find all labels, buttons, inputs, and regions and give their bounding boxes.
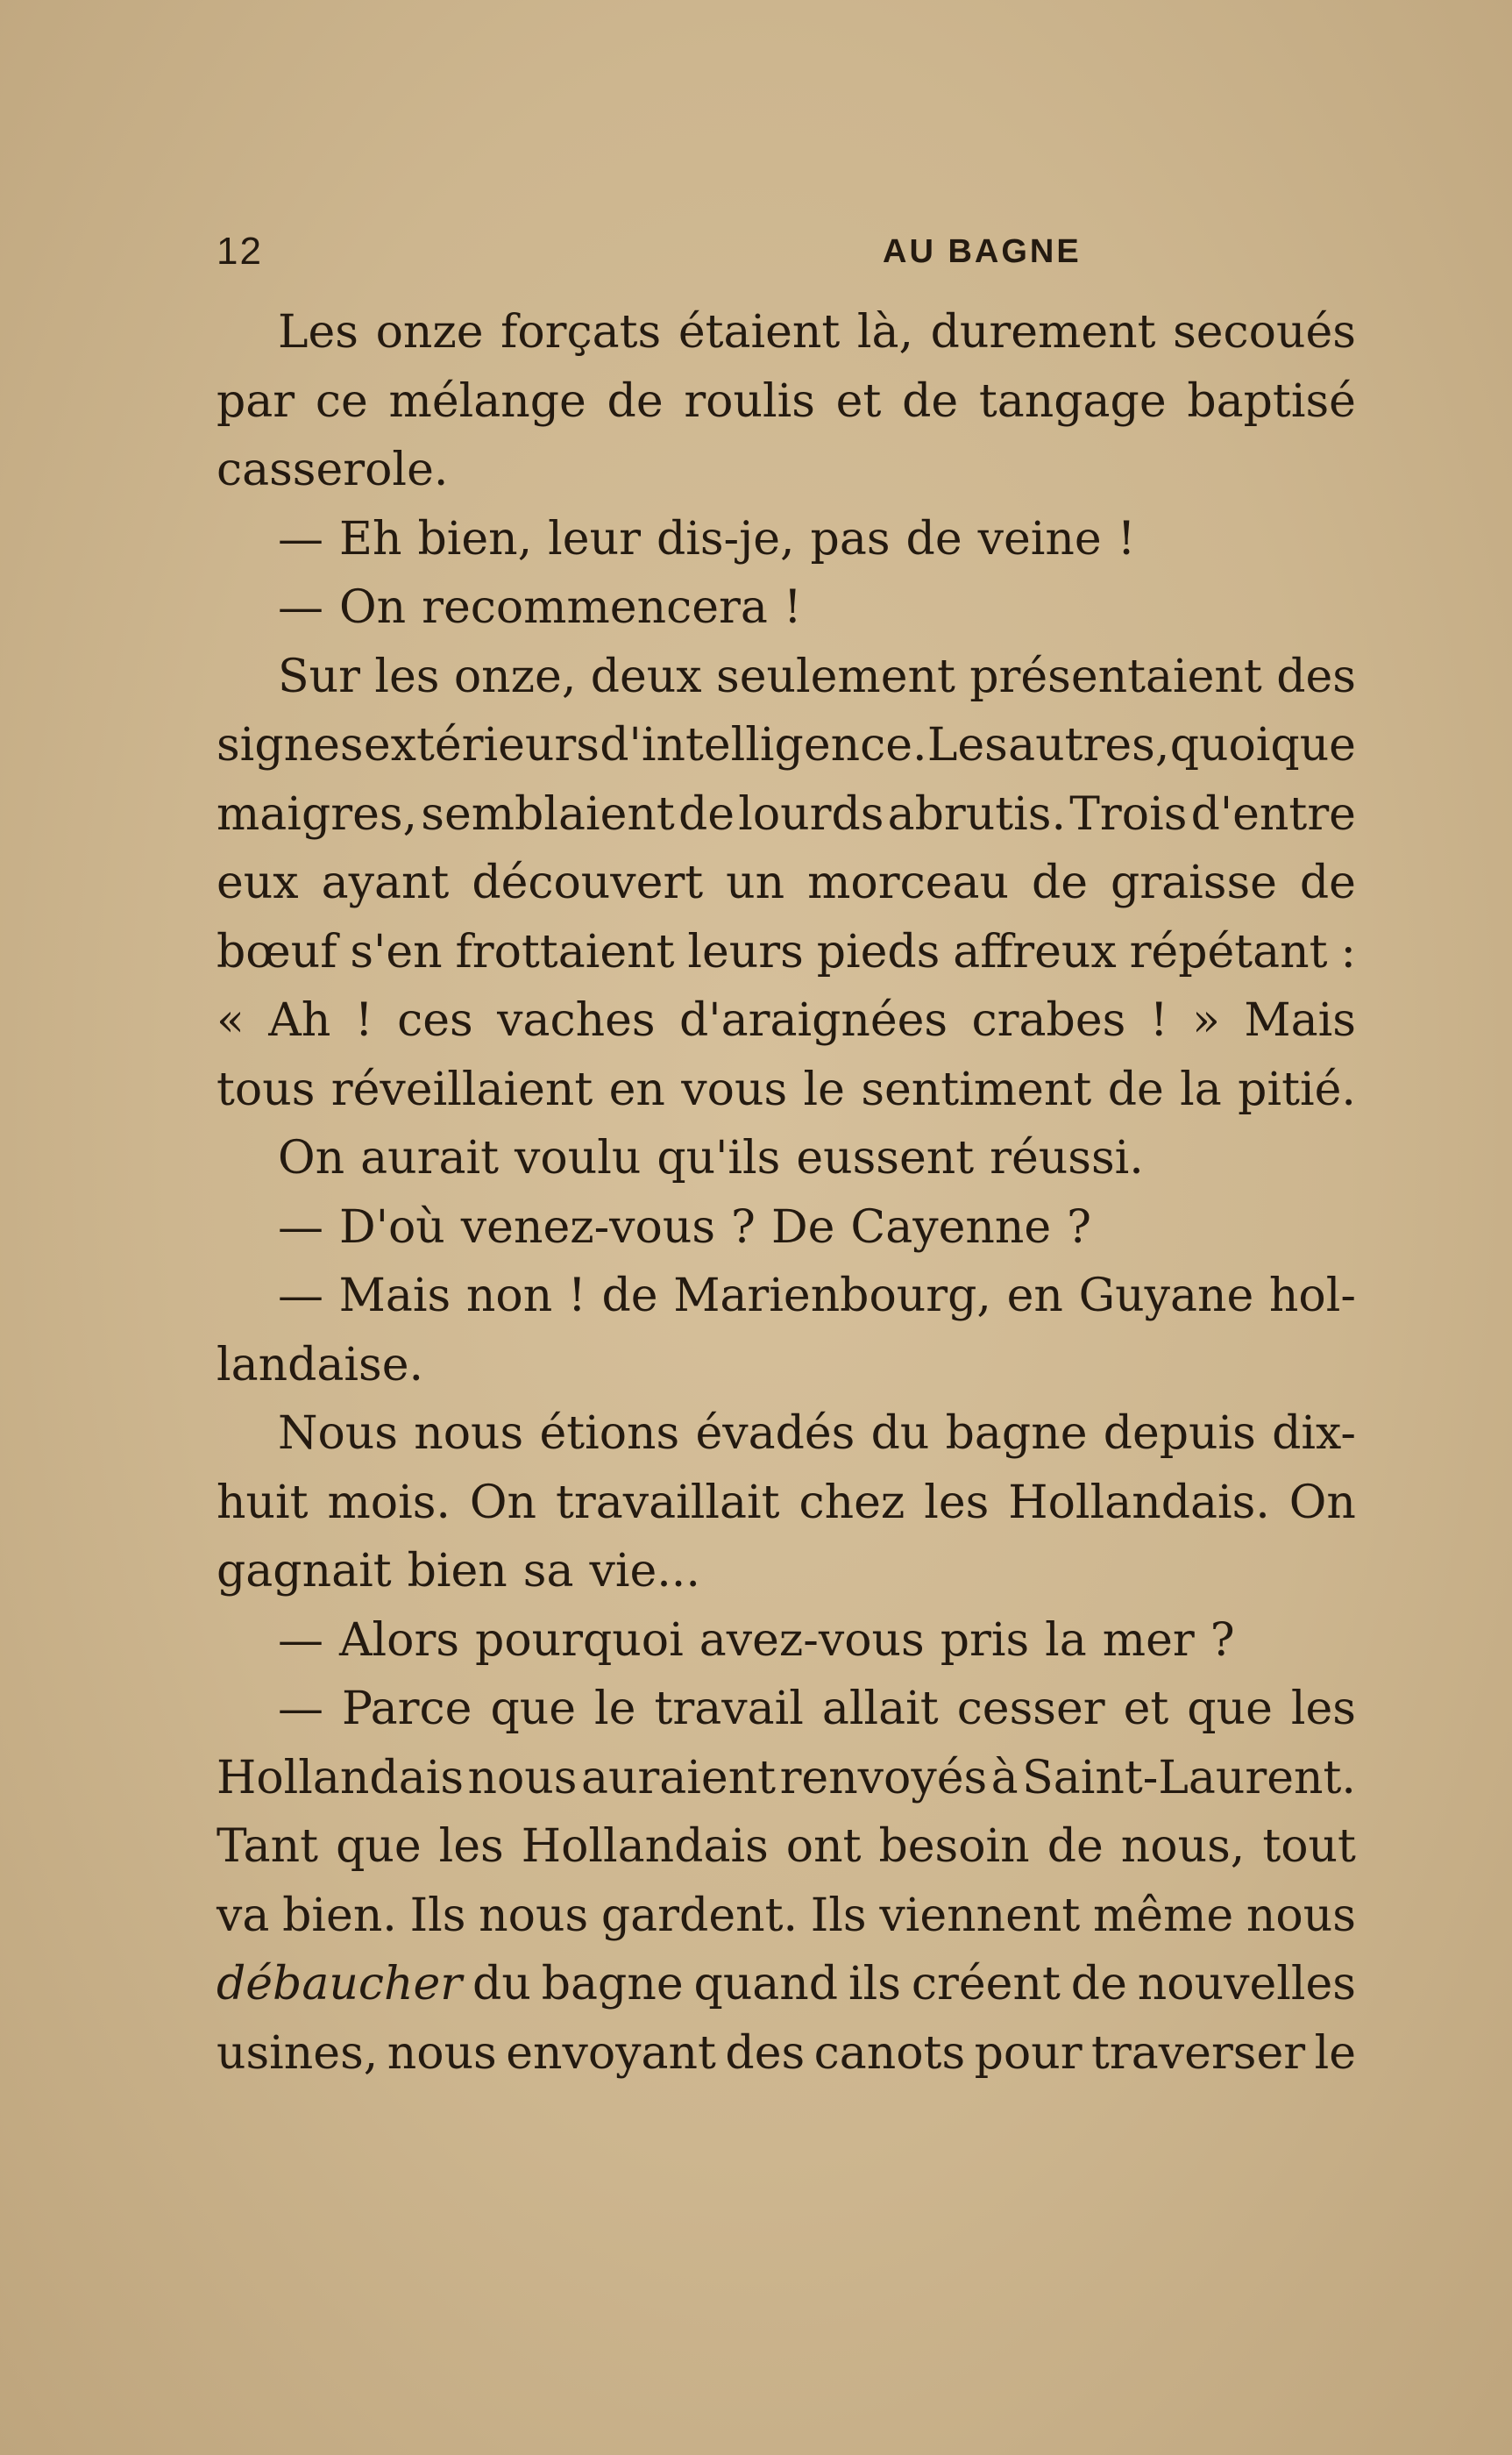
page-header: [217, 230, 1356, 282]
text-line: — On recommencera !: [278, 581, 802, 634]
text-line: signes extérieurs d'intelligence. Les autres, quoique: [217, 719, 1356, 772]
text-line: Nous nous étions évadés du bagne depuis dix-: [278, 1407, 1356, 1460]
text-line: va bien. Ils nous gardent. Ils viennent même nous: [217, 1889, 1356, 1942]
running-title: AU BAGNE: [883, 233, 1082, 270]
text-line: gagnait bien sa vie...: [217, 1545, 700, 1598]
text-line: usines, nous envoyant des canots pour traverser le: [217, 2026, 1356, 2080]
body-text: [217, 298, 1356, 2088]
text-line: landaise.: [217, 1338, 424, 1391]
text-line: bœuf s'en frottaient leurs pieds affreux répétant :: [217, 925, 1356, 978]
text-line: Hollandais nous auraient renvoyés à Saint-Laurent.: [217, 1751, 1356, 1804]
text-line: Tant que les Hollandais ont besoin de nous, tout: [217, 1820, 1356, 1873]
text-line: tous réveillaient en vous le sentiment de la pitié.: [217, 1063, 1356, 1116]
page-number: 12: [217, 230, 263, 273]
text-line: On aurait voulu qu'ils eussent réussi.: [278, 1132, 1144, 1185]
text-line: « Ah ! ces vaches d'araignées crabes ! » Mais: [217, 994, 1356, 1047]
text-line: — Eh bien, leur dis-je, pas de veine !: [278, 512, 1136, 566]
text-line: — Alors pourquoi avez-vous pris la mer ?: [278, 1613, 1235, 1667]
text-line: — Mais non ! de Marienbourg, en Guyane hol-: [278, 1270, 1356, 1322]
text-line: par ce mélange de roulis et de tangage baptisé: [217, 374, 1356, 428]
text-line: casserole.: [217, 444, 449, 496]
text-line: Les onze forçats étaient là, durement secoués: [278, 306, 1356, 359]
text-line: — Parce que le travail allait cesser et que les: [278, 1683, 1356, 1735]
text-line: — D'où venez-vous ? De Cayenne ?: [278, 1200, 1091, 1254]
text-line: maigres, semblaient de lourds abrutis. Trois d'entre: [217, 787, 1356, 841]
text-line: Sur les onze, deux seulement présentaient des: [278, 650, 1356, 703]
text-line: eux ayant découvert un morceau de graisse de: [217, 857, 1356, 909]
text-line: huit mois. On travaillait chez les Hollandais. On: [217, 1476, 1356, 1529]
text-line: débaucher du bagne quand ils créent de nouvelles: [217, 1958, 1356, 2010]
